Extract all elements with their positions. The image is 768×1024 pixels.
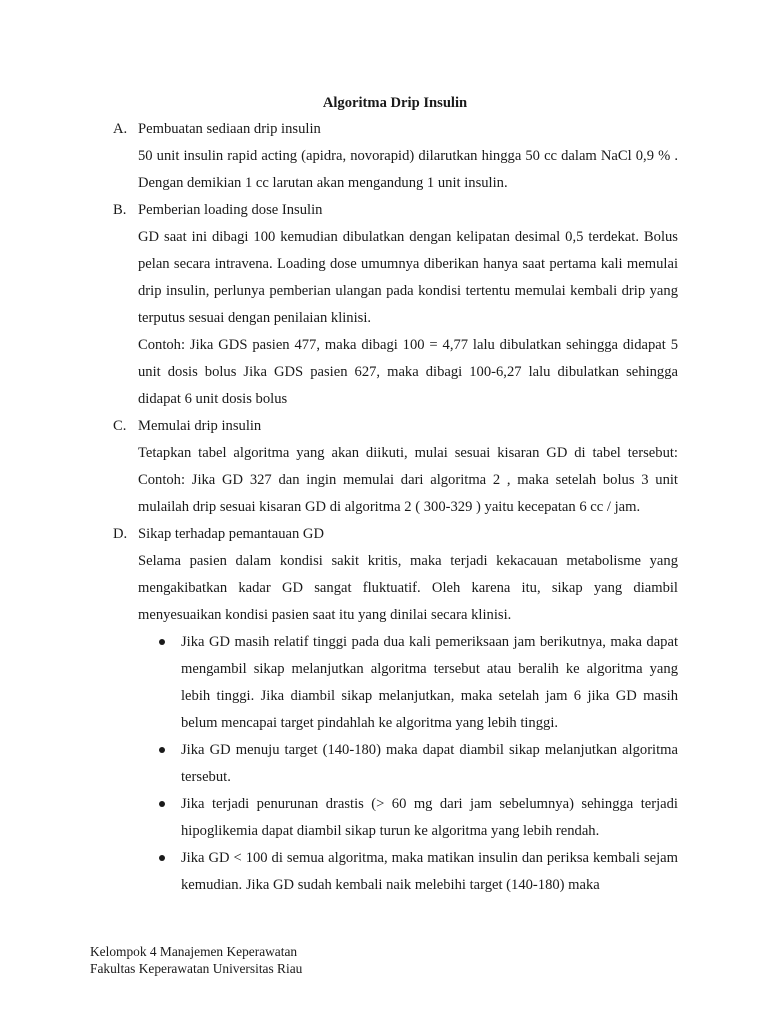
- section-heading: Memulai drip insulin: [138, 418, 262, 434]
- section-b: [108, 197, 678, 413]
- bullet-text: Jika GD < 100 di semua algoritma, maka matikan insulin dan periksa kembali sejam kemudian. Jika GD sudah kembali naik melebihi target (140-180) maka: [181, 850, 678, 893]
- section-paragraph: Selama pasien dalam kondisi sakit kritis, maka terjadi kekacauan metabolisme yang mengakibatkan kadar GD sangat fluktuatif. Oleh karena itu, sikap yang diambil menyesuaikan kondisi pasien saat itu yang dinilai secara klinisi.: [138, 553, 678, 623]
- document-body: [108, 116, 678, 899]
- bullet-text: Jika terjadi penurunan drastis (> 60 mg dari jam sebelumnya) sehingga terjadi hipoglikemia dapat diambil sikap turun ke algoritma yang lebih rendah.: [181, 796, 678, 839]
- document-title: Algoritma Drip Insulin: [322, 95, 468, 111]
- section-d: [108, 521, 678, 899]
- section-letter: C.: [113, 418, 127, 434]
- bullet-icon: [159, 855, 165, 861]
- bullet-icon: [159, 747, 165, 753]
- bullet-text: Jika GD menuju target (140-180) maka dapat diambil sikap melanjutkan algoritma tersebut.: [181, 742, 678, 785]
- section-letter: A.: [113, 121, 128, 137]
- bullet-list: [108, 629, 678, 899]
- section-paragraph: Tetapkan tabel algoritma yang akan diikuti, mulai sesuai kisaran GD di tabel tersebut: Contoh: Jika GD 327 dan ingin memulai dari algoritma 2 , maka setelah bolus 3 unit mulailah drip sesuai kisaran GD di algoritma 2 ( 300-329 ) yaitu kecepatan 6 cc / jam.: [138, 445, 678, 515]
- section-paragraph: 50 unit insulin rapid acting (apidra, novorapid) dilarutkan hingga 50 cc dalam NaCl 0,9 % . Dengan demikian 1 cc larutan akan mengandung 1 unit insulin.: [138, 148, 678, 191]
- footer-line: Fakultas Keperawatan Universitas Riau: [90, 961, 303, 976]
- section-letter: B.: [113, 202, 127, 218]
- section-letter: D.: [113, 526, 128, 542]
- section-heading: Pembuatan sediaan drip insulin: [138, 121, 321, 137]
- page-footer: [90, 943, 302, 977]
- bullet-item: [108, 791, 678, 845]
- bullet-icon: [159, 639, 165, 645]
- bullet-item: [108, 845, 678, 899]
- section-a: [108, 116, 678, 197]
- section-c: [108, 413, 678, 521]
- bullet-item: [108, 629, 678, 737]
- section-heading: Pemberian loading dose Insulin: [138, 202, 323, 218]
- section-heading: Sikap terhadap pemantauan GD: [138, 526, 325, 542]
- bullet-icon: [159, 801, 165, 807]
- footer-line: Kelompok 4 Manajemen Keperawatan: [90, 944, 298, 959]
- bullet-text: Jika GD masih relatif tinggi pada dua kali pemeriksaan jam berikutnya, maka dapat mengambil sikap melanjutkan algoritma tersebut atau beralih ke algoritma yang lebih tinggi. Jika diambil sikap melanjutkan, maka setelah jam 6 jika GD masih belum mencapai target pindahlah ke algoritma yang lebih tinggi.: [181, 634, 678, 731]
- bullet-item: [108, 737, 678, 791]
- section-example-paragraph: Contoh: Jika GDS pasien 477, maka dibagi 100 = 4,77 lalu dibulatkan sehingga didapat 5 unit dosis bolus Jika GDS pasien 627, maka dibagi 100-6,27 lalu dibulatkan sehingga didapat 6 unit dosis bolus: [138, 337, 678, 407]
- section-paragraph: GD saat ini dibagi 100 kemudian dibulatkan dengan kelipatan desimal 0,5 terdekat. Bolus pelan secara intravena. Loading dose umumnya diberikan hanya saat pertama kali memulai drip insulin, perlunya pemberian ulangan pada kondisi tertentu memulai kembali drip yang terputus sesuai dengan penilaian klinisi.: [138, 229, 678, 326]
